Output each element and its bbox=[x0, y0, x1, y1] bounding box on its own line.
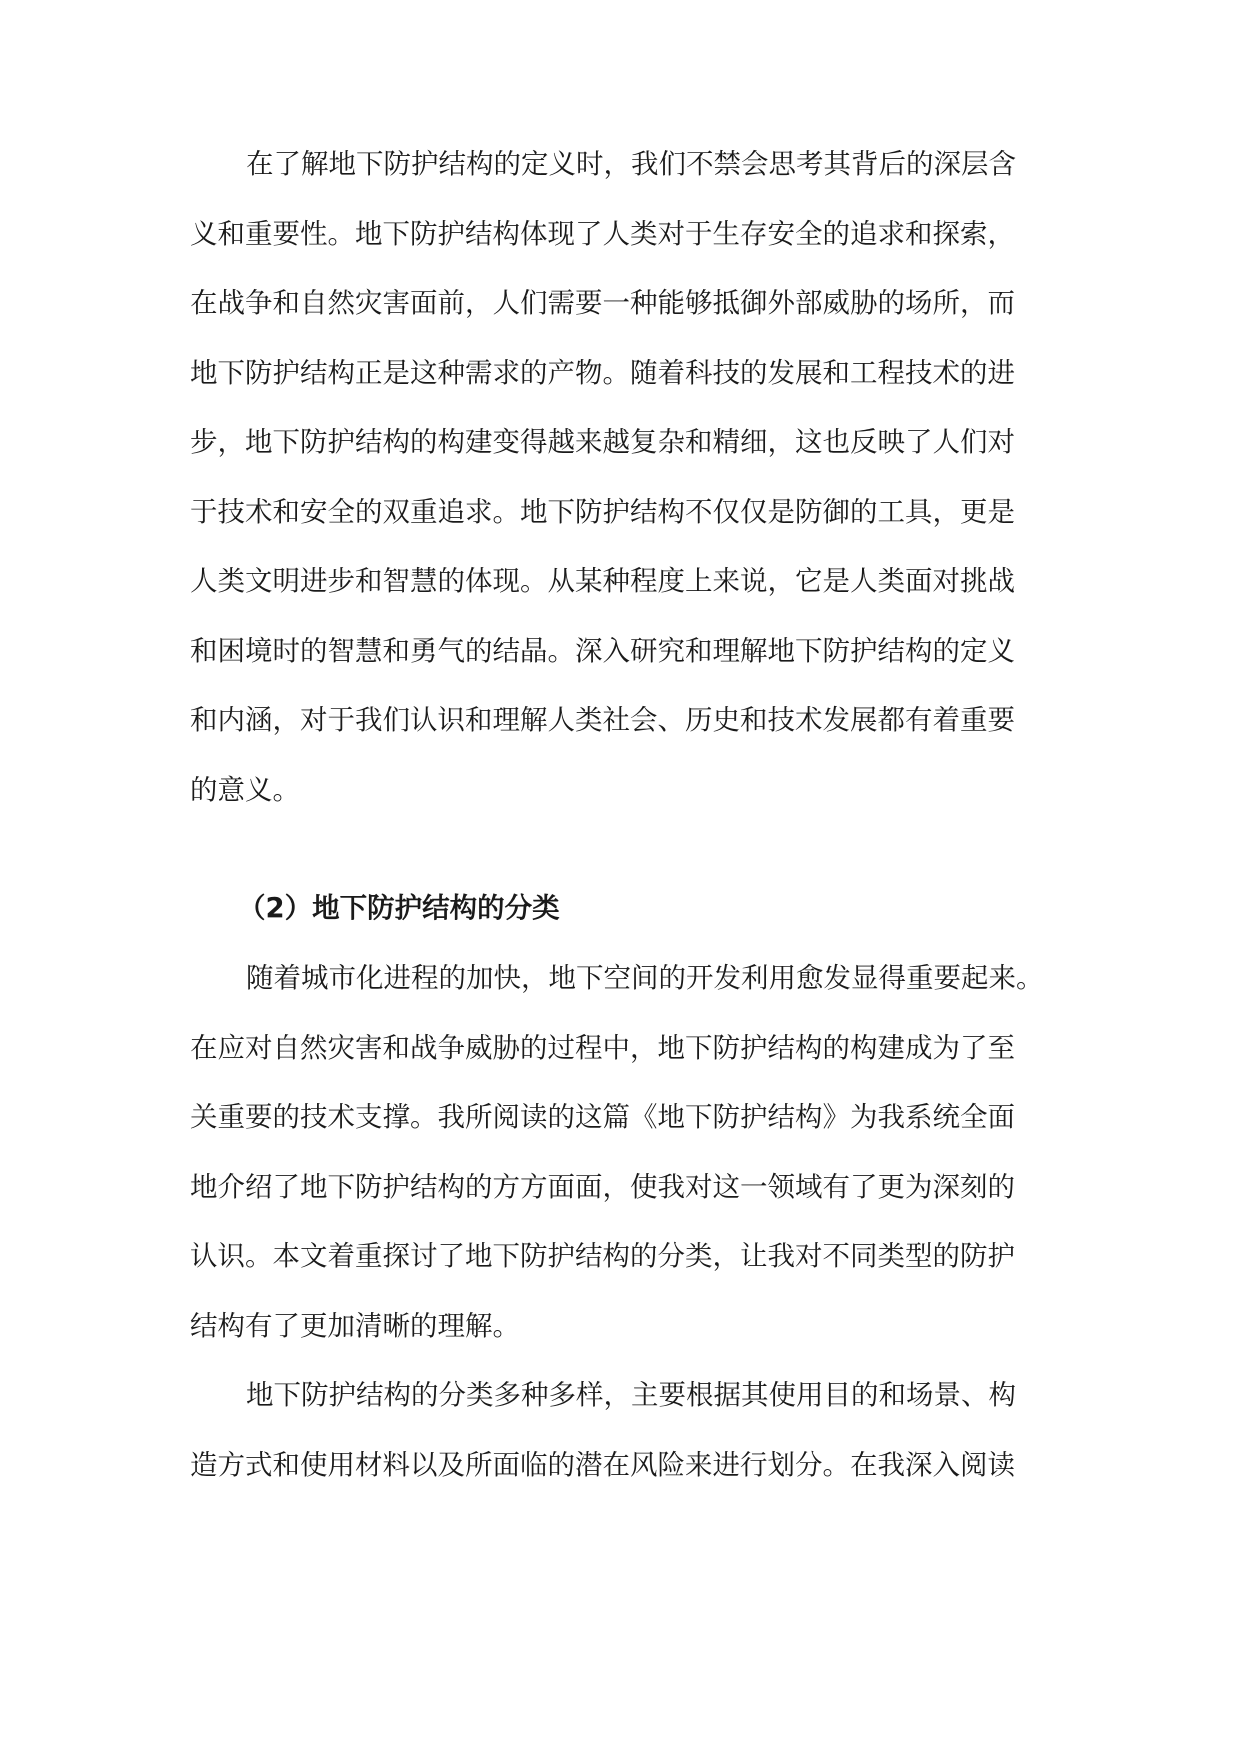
text-line: 步，地下防护结构的构建变得越来越复杂和精细，这也反映了人们对 bbox=[190, 426, 1015, 458]
section-heading: （2）地下防护结构的分类 bbox=[238, 892, 560, 924]
text-line: 在了解地下防护结构的定义时，我们不禁会思考其背后的深层含 bbox=[246, 148, 1016, 180]
text-line: 在应对自然灾害和战争威胁的过程中，地下防护结构的构建成为了至 bbox=[190, 1031, 1015, 1064]
text-line: 的意义。 bbox=[190, 773, 300, 806]
text-line: 人类文明进步和智慧的体现。从某种程度上来说，它是人类面对挑战 bbox=[190, 565, 1015, 597]
text-line: 结构有了更加清晰的理解。 bbox=[190, 1309, 520, 1342]
text-line: 地下防护结构的分类多种多样，主要根据其使用目的和场景、构 bbox=[246, 1379, 1016, 1411]
text-line: 于技术和安全的双重追求。地下防护结构不仅仅是防御的工具，更是 bbox=[190, 495, 1015, 528]
spacer bbox=[190, 825, 1060, 878]
paragraph-intro-classification bbox=[190, 944, 1060, 1361]
document-page bbox=[190, 130, 1060, 1500]
text-line: 在战争和自然灾害面前，人们需要一种能够抵御外部威胁的场所，而 bbox=[190, 287, 1015, 319]
text-line: 地下防护结构正是这种需求的产物。随着科技的发展和工程技术的进 bbox=[190, 356, 1015, 389]
paragraph-classification-basis bbox=[190, 1361, 1060, 1500]
text-line: 关重要的技术支撑。我所阅读的这篇《地下防护结构》为我系统全面 bbox=[190, 1101, 1015, 1133]
text-line: 地介绍了地下防护结构的方方面面，使我对这一领域有了更为深刻的 bbox=[190, 1170, 1015, 1203]
text-line: 造方式和使用材料以及所面临的潜在风险来进行划分。在我深入阅读 bbox=[190, 1448, 1015, 1481]
text-line: 和内涵，对于我们认识和理解人类社会、历史和技术发展都有着重要 bbox=[190, 704, 1015, 736]
paragraph-definition-meaning bbox=[190, 130, 1060, 825]
text-line: 认识。本文着重探讨了地下防护结构的分类，让我对不同类型的防护 bbox=[190, 1240, 1015, 1272]
text-line: 义和重要性。地下防护结构体现了人类对于生存安全的追求和探索， bbox=[190, 217, 1015, 250]
text-line: 和困境时的智慧和勇气的结晶。深入研究和理解地下防护结构的定义 bbox=[190, 634, 1015, 667]
text-line: 随着城市化进程的加快，地下空间的开发利用愈发显得重要起来。 bbox=[246, 962, 1044, 994]
